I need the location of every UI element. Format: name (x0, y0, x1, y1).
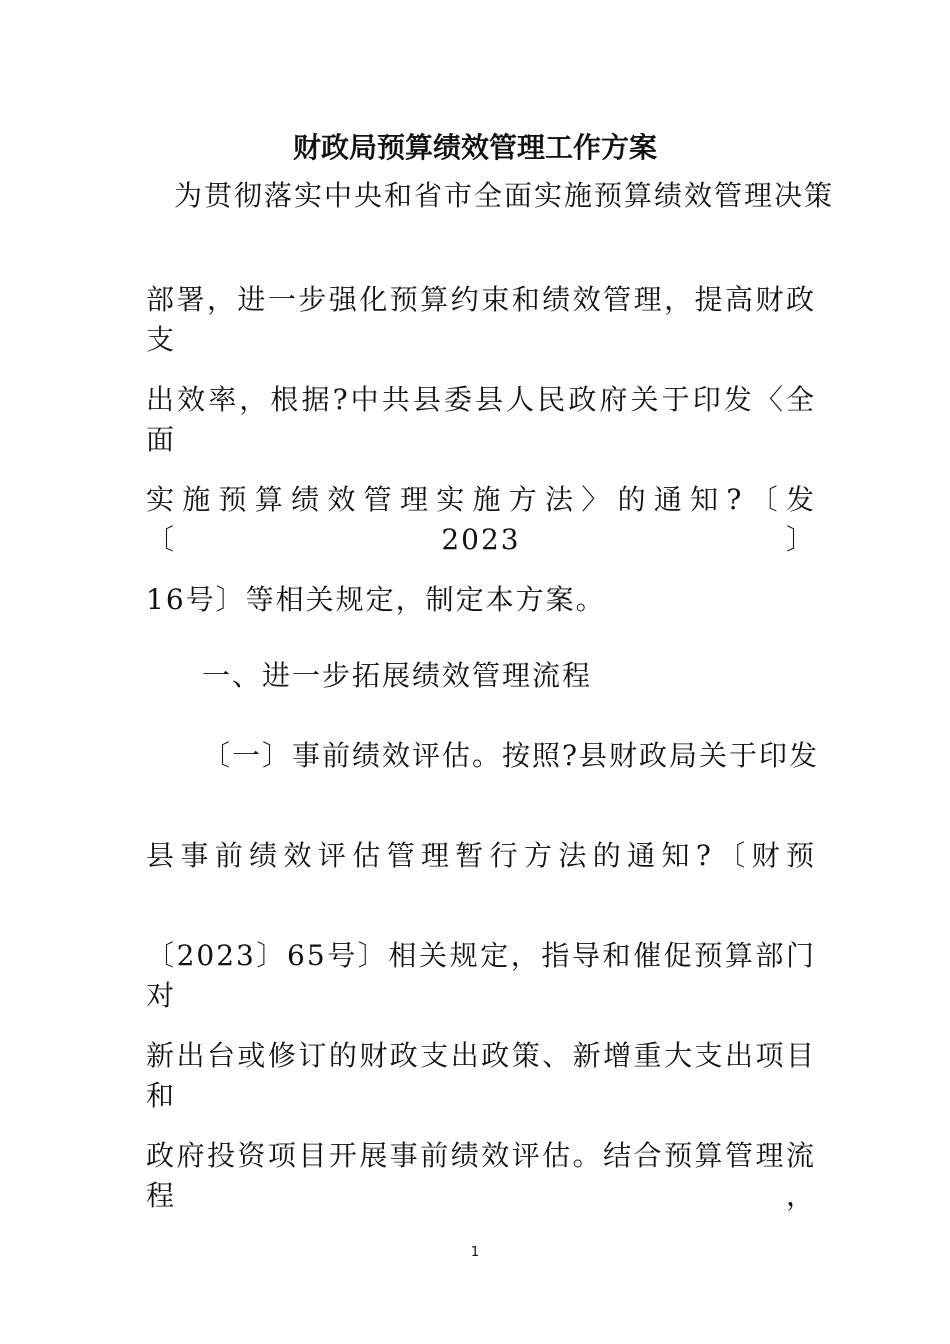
paragraph-line: 实施预算绩效管理实施方法〉的通知?〔发〔2023〕 (146, 483, 816, 556)
page-number: 1 (470, 1245, 480, 1260)
paragraph-line: 16号〕等相关规定，制定本方案。 (146, 583, 606, 616)
paragraph-line: 出效率，根据?中共县委县人民政府关于印发〈全面 (146, 383, 816, 456)
paragraph-line: 〔一〕事前绩效评估。按照?县财政局关于印发 (202, 739, 820, 772)
paragraph-line: 县事前绩效评估管理暂行方法的通知?〔财预 (146, 839, 816, 872)
paragraph-line: 政府投资项目开展事前绩效评估。结合预算管理流程， (146, 1139, 816, 1212)
paragraph-line: 〔2023〕65号〕相关规定，指导和催促预算部门对 (146, 939, 816, 1012)
document-title: 财政局预算绩效管理工作方案 (292, 131, 657, 164)
paragraph-line: 新出台或修订的财政支出政策、新增重大支出项目和 (146, 1039, 816, 1112)
section-heading: 一、进一步拓展绩效管理流程 (202, 659, 593, 692)
paragraph-line: 为贯彻落实中央和省市全面实施预算绩效管理决策 (174, 179, 835, 212)
paragraph-line: 部署，进一步强化预算约束和绩效管理，提高财政支 (146, 283, 816, 356)
